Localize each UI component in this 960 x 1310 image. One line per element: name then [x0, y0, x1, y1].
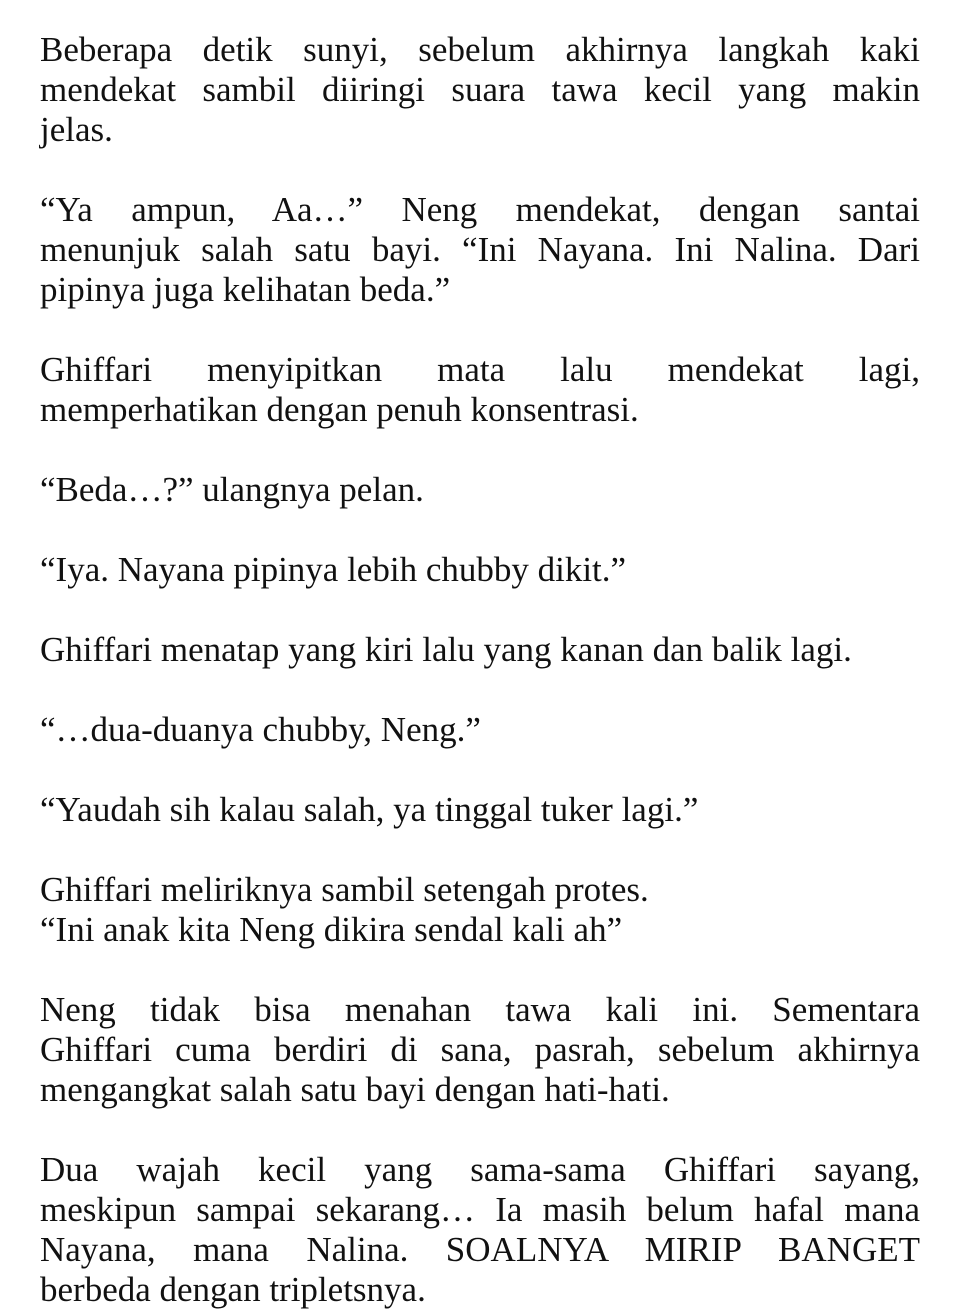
paragraph-2: [40, 190, 920, 310]
paragraph-7: [40, 710, 920, 750]
paragraph-9: [40, 870, 920, 950]
text-line: Neng tidak bisa menahan tawa kali ini. Sementara: [40, 990, 920, 1029]
text-line: meskipun sampai sekarang… Ia masih belum hafal mana: [40, 1190, 920, 1229]
paragraph-1: [40, 30, 920, 150]
text-line: pipinya juga kelihatan beda.”: [40, 270, 451, 309]
text-line: berbeda dengan tripletsnya.: [40, 1270, 426, 1309]
text-line: “Ya ampun, Aa…” Neng mendekat, dengan santai: [40, 190, 920, 229]
text-line: menunjuk salah satu bayi. “Ini Nayana. Ini Nalina. Dari: [40, 230, 920, 269]
text-line: Nayana, mana Nalina. SOALNYA MIRIP BANGET: [40, 1230, 920, 1269]
text-line: Ghiffari cuma berdiri di sana, pasrah, sebelum akhirnya: [40, 1030, 920, 1069]
text-line: “Iya. Nayana pipinya lebih chubby dikit.”: [40, 550, 627, 589]
text-line: Ghiffari menyipitkan mata lalu mendekat lagi,: [40, 350, 920, 389]
text-line: memperhatikan dengan penuh konsentrasi.: [40, 390, 639, 429]
paragraph-5: [40, 550, 920, 590]
text-line: mengangkat salah satu bayi dengan hati-hati.: [40, 1070, 670, 1109]
paragraph-11: [40, 1150, 920, 1310]
text-line: Beberapa detik sunyi, sebelum akhirnya langkah kaki: [40, 30, 920, 69]
text-line: “…dua-duanya chubby, Neng.”: [40, 710, 481, 749]
text-line: “Ini anak kita Neng dikira sendal kali ah”: [40, 910, 623, 949]
paragraph-3: [40, 350, 920, 430]
text-line: Dua wajah kecil yang sama-sama Ghiffari sayang,: [40, 1150, 920, 1189]
text-line: “Yaudah sih kalau salah, ya tinggal tuker lagi.”: [40, 790, 699, 829]
paragraph-10: [40, 990, 920, 1110]
text-line: Ghiffari meliriknya sambil setengah protes.: [40, 870, 649, 909]
paragraph-8: [40, 790, 920, 830]
text-line: “Beda…?” ulangnya pelan.: [40, 470, 424, 509]
text-line: jelas.: [40, 110, 113, 149]
paragraph-4: [40, 470, 920, 510]
text-line: mendekat sambil diiringi suara tawa kecil yang makin: [40, 70, 920, 109]
paragraph-6: [40, 630, 920, 670]
text-line: Ghiffari menatap yang kiri lalu yang kanan dan balik lagi.: [40, 630, 852, 669]
